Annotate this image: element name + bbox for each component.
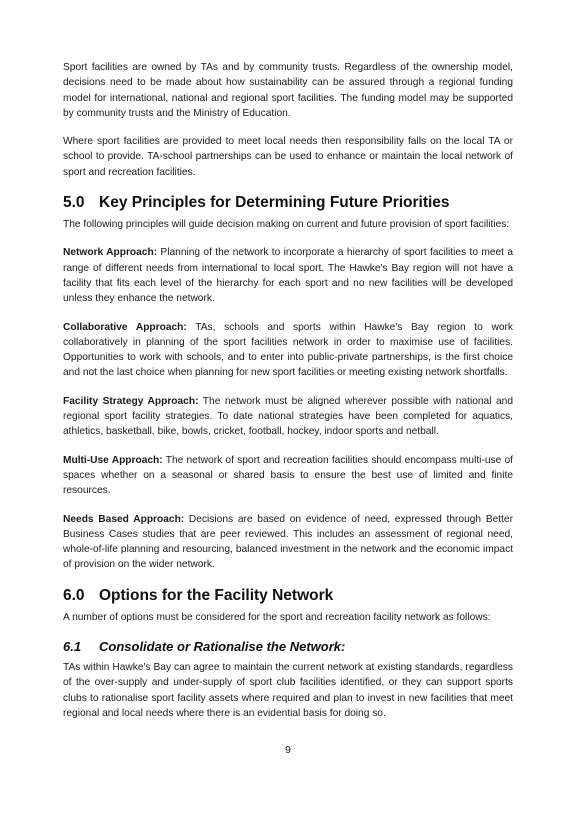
page-content (63, 60, 513, 734)
section-6-number: 6.0 (63, 586, 85, 604)
principle-lead: Collaborative Approach: (63, 321, 187, 333)
principle-text: Planning of the network to incorporate a hierarchy of sport facilities to meet a range of different needs from international to local sport. The Hawke's Bay region will not have a facility that fits each level of the hierarchy for each sport and no new facilities will be developed unless they enhance the network. (63, 247, 513, 305)
principle-collaborative (63, 320, 513, 381)
principle-text: TAs, schools and sports within Hawke's Bay region to work collaboratively in planning of the sport facilities network in order to maximise use of facilities. Opportunities to work with schools, and to enter into public-private partnerships, is the first choice and not the last choice when planning for new sport facilities or meeting existing network shortfalls. (63, 321, 513, 379)
principle-lead: Multi-Use Approach: (63, 454, 163, 466)
section-5-title: Key Principles for Determining Future Priorities (99, 194, 450, 212)
page-number: 9 (285, 744, 291, 756)
subsection-6-1-number: 6.1 (63, 639, 82, 655)
principle-multi-use (63, 453, 513, 499)
section-5-intro: The following principles will guide decision making on current and future provision of sport facilities: (63, 219, 510, 231)
section-5-heading (63, 193, 513, 212)
principle-needs-based (63, 512, 513, 573)
section-6-heading (63, 586, 513, 605)
principle-lead: Network Approach: (63, 247, 158, 259)
principle-lead: Facility Strategy Approach: (63, 395, 199, 407)
principle-lead: Needs Based Approach: (63, 513, 185, 525)
principle-text: Decisions are based on evidence of need, expressed through Better Business Cases studies that are peer reviewed. This includes an assessment of regional need, whole-of-life planning and resourcing, balanced investment in the network and the economic impact of provision on the wider network. (63, 513, 513, 571)
subsection-6-1-heading (63, 638, 513, 655)
principle-network (63, 245, 513, 306)
section-6-intro: A number of options must be considered for the sport and recreation facility network as follows: (63, 611, 491, 623)
section-6-title: Options for the Facility Network (99, 586, 334, 604)
principle-text: The network must be aligned wherever possible with national and regional sport facility strategies. To date national strategies have been completed for aquatics, athletics, basketball, bike, bowls, cricket, football, hockey, indoor sports and netball. (63, 395, 514, 438)
subsection-6-1-title: Consolidate or Rationalise the Network: (99, 639, 346, 655)
principle-text: The network of sport and recreation facilities should encompass multi-use of spaces whether on a seasonal or shared basis to ensure the best use of limited and finite resources. (63, 454, 514, 497)
subsection-6-1-text: TAs within Hawke's Bay can agree to maintain the current network at existing standards, regardless of the over-supply and under-supply of sport club facilities identified, or they can support sports clubs to rationalise sport facility assets where required and plan to invest in new facilities that meet regional and local needs where there is an evidential basis for doing so. (63, 662, 513, 719)
section-5-number: 5.0 (63, 194, 85, 212)
intro-paragraph-ownership: Sport facilities are owned by TAs and by community trusts. Regardless of the ownership model, decisions need to be made about how sustainability can be assured through a regional funding model for international, national and regional sport facilities. The funding model may be supported by community trusts and the Ministry of Education. (63, 62, 513, 119)
principle-facility-strategy (63, 394, 513, 440)
intro-paragraph-local-needs: Where sport facilities are provided to meet local needs then responsibility falls on the local TA or school to provide. TA-school partnerships can be used to enhance or maintain the local network of sport and recreation facilities. (63, 136, 513, 178)
